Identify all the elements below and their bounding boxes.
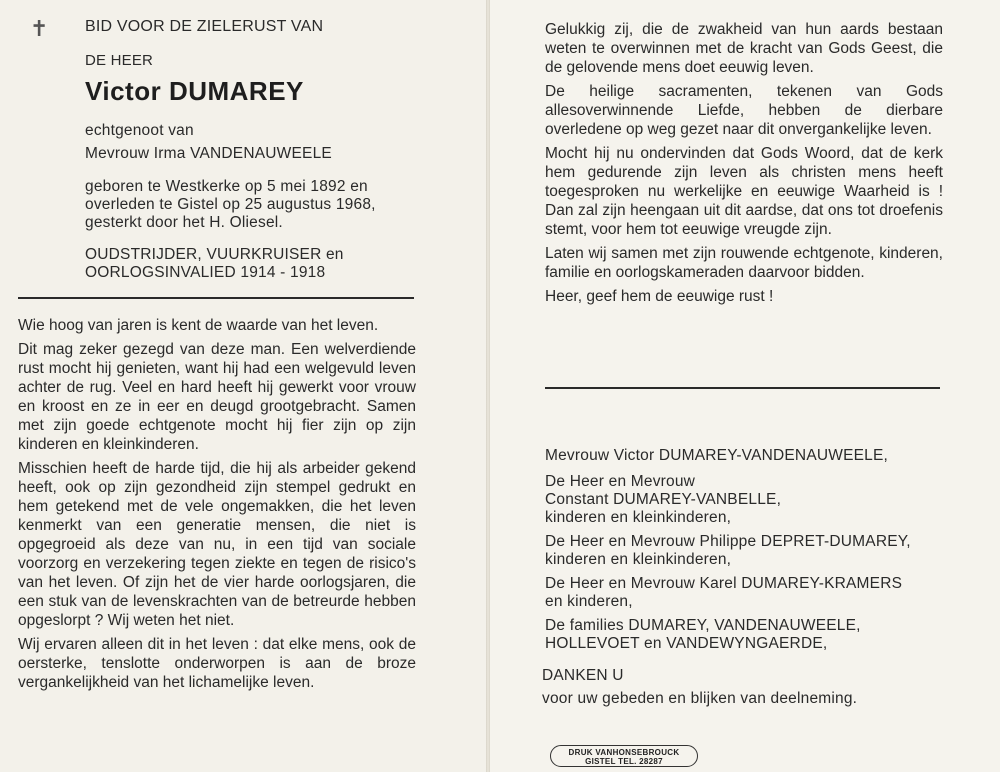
birth-line: geboren te Westkerke op 5 mei 1892 en xyxy=(85,178,368,195)
sacrament-line: gesterkt door het H. Oliesel. xyxy=(85,214,283,231)
paragraph: De heilige sacramenten, tekenen van Gods allesoverwinnende Liefde, hebben de dierbare overledene op weg gezet naar dit onvergankelijke leven. xyxy=(545,83,943,138)
paragraph: Dit mag zeker gezegd van deze man. Een welverdiende rust mocht hij genieten, want hij had een welgevuld leven achter de rug. Veel en hard heeft hij gewerkt voor vrouw en kroost en ze in eer en deugd grootgebracht. Samen met zijn goede echtgenote mocht hij fier zijn op zijn kinderen en kleinkinderen. xyxy=(18,341,416,453)
intro-text: BID VOOR DE ZIELERUST VAN xyxy=(85,18,324,35)
family-line: kinderen en kleinkinderen, xyxy=(545,551,732,568)
printer-name: DRUK VANHONSEBROUCK xyxy=(568,748,680,757)
left-panel xyxy=(0,0,486,772)
paragraph: Misschien heeft de harde tijd, die hij als arbeider gekend heeft, ook op zijn gezondheid zijn stempel gedrukt en hem getekend met de vele ongemakken, die het leven kenmerkt van een generatie mensen, die niet is opgegroeid als deze van nu, in een tijd van sociale voorzorg en verzekering tegen ziekte en tegen de risico's van het leven. Of zijn het de vier harde oorlogsjaren, die een stuk van de levenskrachten van de betreurde hebben opgeslorpt ? Wij weten het niet. xyxy=(18,460,416,629)
family-line: De Heer en Mevrouw Karel DUMAREY-KRAMERS xyxy=(545,575,903,592)
death-line: overleden te Gistel op 25 augustus 1968, xyxy=(85,196,376,213)
veteran-line: OORLOGSINVALIED 1914 - 1918 xyxy=(85,264,326,281)
spouse-name: Mevrouw Irma VANDENAUWEELE xyxy=(85,145,332,162)
paragraph: Mocht hij nu ondervinden dat Gods Woord, dat de kerk hem gedurende zijn leven als christen mens heeft toegesproken nu werkelijke en eeuwige Waarheid is ! Dan zal zijn heengaan uit dit aardse, dat ons tot droefenis stemt, voor hem tot eeuwige vreugde zijn. xyxy=(545,145,943,238)
spouse-intro: echtgenoot van xyxy=(85,122,194,139)
right-panel xyxy=(490,0,1000,772)
family-line: Mevrouw Victor DUMAREY-VANDENAUWEELE, xyxy=(545,447,889,464)
family-line: Constant DUMAREY-VANBELLE, xyxy=(545,491,782,508)
printer-stamp xyxy=(550,745,698,767)
thanks-heading: DANKEN U xyxy=(542,667,624,684)
paragraph: Laten wij samen met zijn rouwende echtgenote, kinderen, familie en oorlogskameraden daarvoor bidden. xyxy=(545,245,943,281)
divider xyxy=(545,387,940,389)
printer-address: GISTEL TEL. 28287 xyxy=(585,757,663,766)
title-line: DE HEER xyxy=(85,52,154,69)
paragraph: Gelukkig zij, die de zwakheid van hun aards bestaan weten te overwinnen met de kracht van Gods Geest, die de gelovende mens doet eeuwig leven. xyxy=(545,21,943,76)
family-line: HOLLEVOET en VANDEWYNGAERDE, xyxy=(545,635,828,652)
right-body xyxy=(545,20,943,306)
family-line: De Heer en Mevrouw Philippe DEPRET-DUMAREY, xyxy=(545,533,911,550)
veteran-line: OUDSTRIJDER, VUURKRUISER en xyxy=(85,246,344,263)
cross-icon: ✝ xyxy=(30,16,49,41)
paragraph: Heer, geef hem de eeuwige rust ! xyxy=(545,288,774,305)
left-body xyxy=(18,316,416,692)
divider xyxy=(18,297,414,299)
thanks-line: voor uw gebeden en blijken van deelneming. xyxy=(542,690,858,707)
family-line: en kinderen, xyxy=(545,593,633,610)
family-line: kinderen en kleinkinderen, xyxy=(545,509,732,526)
family-line: De Heer en Mevrouw xyxy=(545,473,696,490)
paragraph: Wij ervaren alleen dit in het leven : dat elke mens, ook de oersterke, tenslotte onderworpen is aan de broze vergankelijkheid van het lichamelijke leven. xyxy=(18,636,416,691)
deceased-name: Victor DUMAREY xyxy=(85,76,304,106)
paragraph: Wie hoog van jaren is kent de waarde van het leven. xyxy=(18,317,379,334)
family-line: De families DUMAREY, VANDENAUWEELE, xyxy=(545,617,861,634)
